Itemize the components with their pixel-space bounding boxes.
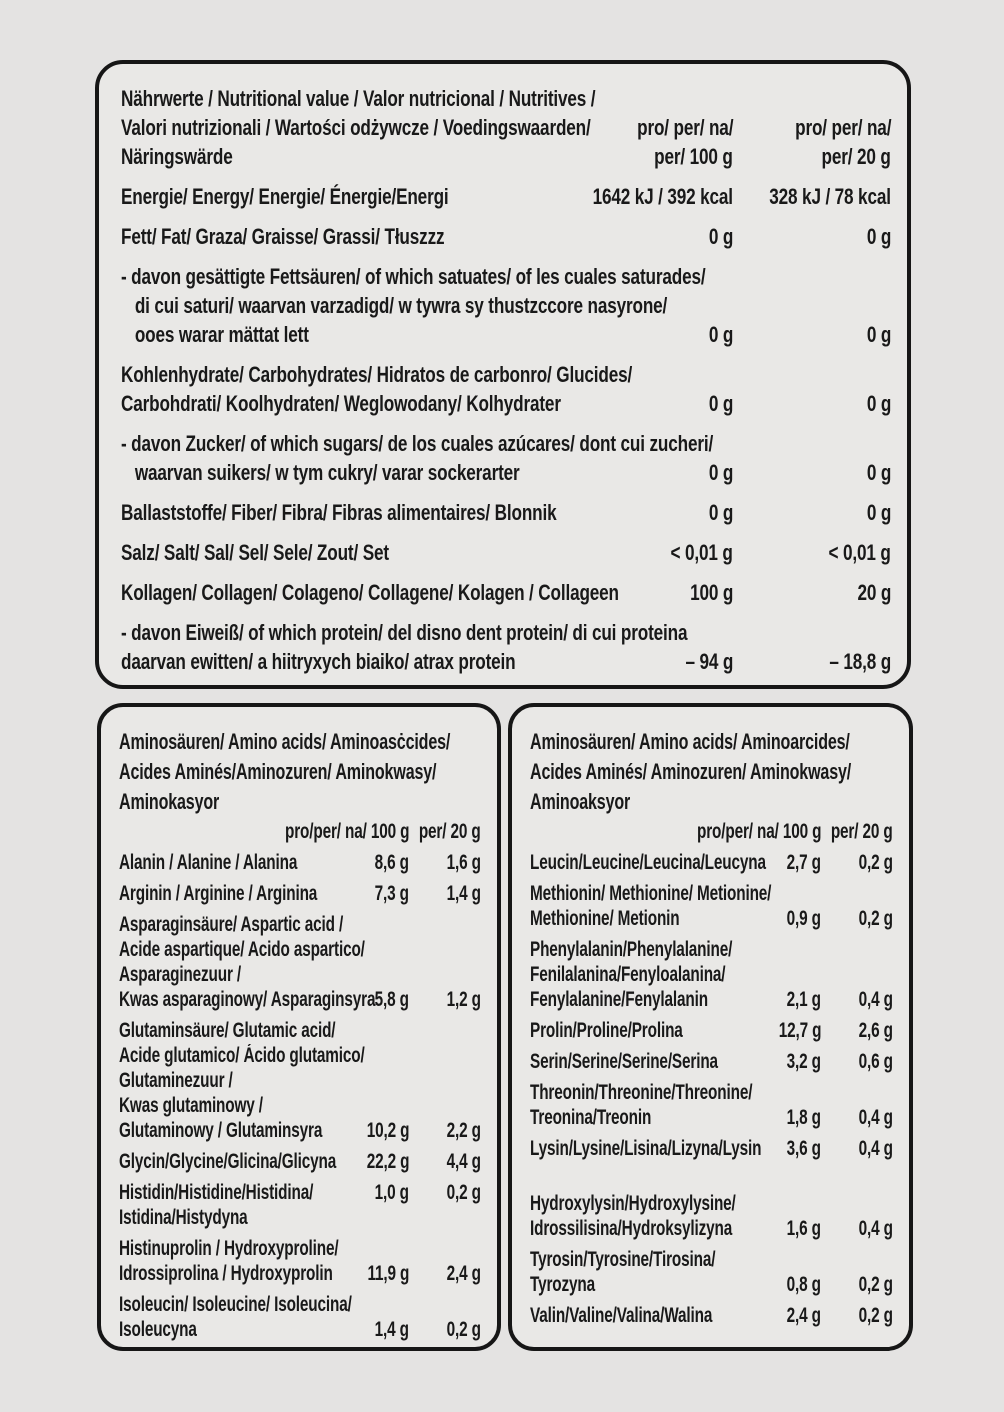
value-per-100g: 8,6 g <box>374 851 409 874</box>
value-per-20g: 4,4 g <box>446 1150 481 1173</box>
row-label-line: Methionin/ Methionine/ Metionine/ <box>530 882 772 905</box>
value-per-20g: 2,6 g <box>858 1019 893 1042</box>
row-label-line: Fett/ Fat/ Graza/ Graisse/ Grassi/ Tłuszzz <box>121 224 445 249</box>
value-per-100g: 3,2 g <box>786 1050 821 1073</box>
value-per-20g: 0,2 g <box>446 1181 481 1204</box>
value-per-100g: 0 g <box>708 460 733 485</box>
value-per-100g: 10,2 g <box>366 1119 409 1142</box>
amino-right-per-100g-header: pro/per/ na/ 100 g <box>696 820 821 843</box>
row-label-line: Salz/ Salt/ Sal/ Sel/ Sele/ Zout/ Set <box>121 540 389 565</box>
row-label-line: Fenylalanine/Fenylalanin <box>530 988 708 1011</box>
nutrition-title-line-2: Valori nutrizionali / Wartości odżywcze / Voedingswaarden/ <box>121 115 591 140</box>
amino-left-title <box>119 727 481 817</box>
amino-left-rows <box>119 850 481 1342</box>
value-per-20g: 0,4 g <box>858 1106 893 1129</box>
row-label-line: Glutaminsäure/ Glutamic acid/ <box>119 1019 336 1042</box>
value-per-20g: 1,6 g <box>446 851 481 874</box>
row-label-line: Kollagen/ Collagen/ Colageno/ Collagene/ Kolagen / Collageen <box>121 580 619 605</box>
row-label-line: Kwas asparaginowy/ Asparaginsyra <box>119 988 376 1011</box>
value-per-100g: 0,8 g <box>786 1273 821 1296</box>
value-per-100g: 22,2 g <box>366 1150 409 1173</box>
table-row <box>119 881 481 906</box>
table-row <box>530 881 893 931</box>
value-per-20g: < 0,01 g <box>828 540 891 565</box>
amino-left-title-line-1: Aminosäuren/ Amino acids/ Aminoasċcides/ <box>119 729 451 754</box>
value-per-20g: 0,4 g <box>858 988 893 1011</box>
amino-left-per-100g-header: pro/per/ na/ 100 g <box>284 820 409 843</box>
table-row <box>530 1136 893 1161</box>
amino-left-title-line-3: Aminokasyor <box>119 789 220 814</box>
row-label-line: ooes warar mättat lett <box>121 322 309 347</box>
value-per-100g: 2,1 g <box>786 988 821 1011</box>
amino-acids-card-left <box>97 703 501 1351</box>
value-per-20g: 0,2 g <box>858 907 893 930</box>
row-label-line: Treonina/Treonin <box>530 1106 652 1129</box>
nutrition-title-line-3: Näringswärde <box>121 144 233 169</box>
row-label-line: Istidina/Histydyna <box>119 1206 248 1229</box>
value-per-20g: 0 g <box>866 224 891 249</box>
row-label-line: di cui saturi/ waarvan varzadigd/ w tywra sy thustzccore nasyrone/ <box>121 293 668 318</box>
table-row <box>121 222 891 251</box>
table-row <box>121 618 891 676</box>
per-100g-column-header-line-1: pro/ per/ na/ <box>636 115 733 140</box>
row-label-line: Asparaginsäure/ Aspartic acid / <box>119 913 344 936</box>
table-row <box>530 850 893 875</box>
value-per-20g: 2,4 g <box>446 1262 481 1285</box>
value-per-100g: < 0,01 g <box>670 540 733 565</box>
table-row <box>119 1149 481 1174</box>
amino-right-title-line-3: Aminoaksyor <box>530 789 631 814</box>
value-per-100g: 11,9 g <box>367 1262 409 1285</box>
value-per-100g: 1,4 g <box>374 1318 409 1341</box>
per-20g-column-header-line-1: pro/ per/ na/ <box>794 115 891 140</box>
table-row <box>530 1049 893 1074</box>
row-label-line: Fenilalanina/Fenyloalanina/ <box>530 963 726 986</box>
row-label-line: Idrossiprolina / Hydroxyprolin <box>119 1262 333 1285</box>
row-label-line: Isoleucin/ Isoleucine/ Isoleucina/ <box>119 1293 352 1316</box>
amino-acids-card-right <box>508 703 913 1351</box>
nutrition-facts-card <box>95 60 911 689</box>
table-row <box>119 1292 481 1342</box>
row-label-line: Leucin/Leucine/Leucina/Leucyna <box>530 851 766 874</box>
row-label-line: - davon Zucker/ of which sugars/ de los cuales azúcares/ dont cui zucheri/ <box>121 431 714 456</box>
value-per-20g: 0,2 g <box>446 1318 481 1341</box>
table-row <box>119 1018 481 1143</box>
table-row <box>119 1236 481 1286</box>
row-label-line: Tyrosin/Tyrosine/Tirosina/ <box>530 1248 716 1271</box>
row-label-line: Lysin/Lysine/Lisina/Lizyna/Lysin <box>530 1137 762 1160</box>
value-per-20g: 0 g <box>866 460 891 485</box>
row-label-line: Methionine/ Metionin <box>530 907 680 930</box>
nutrition-title-line-1: Nährwerte / Nutritional value / Valor nutricional / Nutritives / <box>121 86 596 111</box>
value-per-20g: 1,4 g <box>446 882 481 905</box>
table-row <box>530 1080 893 1130</box>
amino-left-title-line-2: Acides Aminés/Aminozuren/ Aminokwasy/ <box>119 759 437 784</box>
row-label-line: Hydroxylysin/Hydroxylysine/ <box>530 1192 736 1215</box>
value-per-100g: 0 g <box>708 500 733 525</box>
amino-right-title-line-2: Acides Aminés/ Aminozuren/ Aminokwasy/ <box>530 759 852 784</box>
row-label-line: Acide glutamico/ Ácido glutamico/ <box>119 1044 365 1067</box>
table-row <box>530 1191 893 1241</box>
value-per-100g: 1,6 g <box>786 1217 821 1240</box>
row-label-line: waarvan suikers/ w tym cukry/ varar sockerarter <box>121 460 520 485</box>
value-per-20g: 0 g <box>866 500 891 525</box>
row-label-line: Acide aspartique/ Acido aspartico/ <box>119 938 365 961</box>
table-row <box>530 1018 893 1043</box>
value-per-100g: 0,9 g <box>786 907 821 930</box>
per-20g-column-header-line-2: per/ 20 g <box>821 144 891 169</box>
amino-right-per-20g-header: per/ 20 g <box>831 820 893 843</box>
amino-left-per-20g-header: per/ 20 g <box>419 820 481 843</box>
value-per-100g: 3,6 g <box>786 1137 821 1160</box>
value-per-20g: 20 g <box>857 580 891 605</box>
table-row <box>121 360 891 418</box>
row-label-line: Prolin/Proline/Prolina <box>530 1019 683 1042</box>
table-row <box>119 850 481 875</box>
value-per-20g: 0,4 g <box>858 1137 893 1160</box>
row-label-line: Asparaginezuur / <box>119 963 242 986</box>
nutrition-table-header <box>121 84 891 171</box>
value-per-100g: 2,7 g <box>786 851 821 874</box>
table-row <box>121 429 891 487</box>
value-per-20g: 1,2 g <box>446 988 481 1011</box>
row-label-line: Histinuprolin / Hydroxyproline/ <box>119 1237 339 1260</box>
row-label-line: Arginin / Arginine / Arginina <box>119 882 318 905</box>
row-label-line: Kohlenhydrate/ Carbohydrates/ Hidratos de carbonro/ Glucides/ <box>121 362 633 387</box>
value-per-100g: 0 g <box>708 391 733 416</box>
table-row <box>121 182 891 211</box>
value-per-100g: 0 g <box>708 224 733 249</box>
value-per-20g: – 18,8 g <box>829 649 891 674</box>
row-label-line: Ballaststoffe/ Fiber/ Fibra/ Fibras alimentaires/ Blonnik <box>121 500 557 525</box>
table-row <box>530 1303 893 1328</box>
per-100g-column-header-line-2: per/ 100 g <box>654 144 733 169</box>
row-label-line: Tyrozyna <box>530 1273 596 1296</box>
value-per-20g: 0,4 g <box>858 1217 893 1240</box>
row-label-line: Kwas glutaminowy / <box>119 1094 263 1117</box>
value-per-20g: 0,2 g <box>858 1304 893 1327</box>
amino-right-column-header <box>530 819 893 844</box>
value-per-100g: 12,7 g <box>778 1019 821 1042</box>
row-label-line: Isoleucyna <box>119 1318 197 1341</box>
row-label-line: Glycin/Glycine/Glicina/Glicyna <box>119 1150 337 1173</box>
value-per-100g: – 94 g <box>685 649 733 674</box>
row-label-line: Phenylalanin/Phenylalanine/ <box>530 938 733 961</box>
value-per-20g: 2,2 g <box>446 1119 481 1142</box>
table-row <box>530 937 893 1012</box>
amino-right-title-line-1: Aminosäuren/ Amino acids/ Aminoarcides/ <box>530 729 850 754</box>
value-per-20g: 0 g <box>866 322 891 347</box>
table-row <box>121 578 891 607</box>
value-per-20g: 328 kJ / 78 kcal <box>769 184 891 209</box>
table-row <box>121 262 891 349</box>
row-label-line: Histidin/Histidine/Histidina/ <box>119 1181 314 1204</box>
amino-right-rows <box>530 850 893 1328</box>
row-label-line: - davon Eiweiß/ of which protein/ del disno dent protein/ di cui proteina <box>121 620 688 645</box>
row-label-line: Threonin/Threonine/Threonine/ <box>530 1081 753 1104</box>
value-per-100g: 1,8 g <box>786 1106 821 1129</box>
row-label-line: daarvan ewitten/ a hiitryxych biaiko/ atrax protein <box>121 649 516 674</box>
value-per-100g: 0 g <box>708 322 733 347</box>
row-label-line: Valin/Valine/Valina/Walina <box>530 1304 713 1327</box>
nutrition-rows <box>121 182 891 676</box>
table-row <box>121 538 891 567</box>
row-label-line: Carbohdrati/ Koolhydraten/ Weglowodany/ Kolhydrater <box>121 391 561 416</box>
row-label-line: Idrossilisina/Hydroksylizyna <box>530 1217 733 1240</box>
value-per-20g: 0 g <box>866 391 891 416</box>
row-label-line: Alanin / Alanine / Alanina <box>119 851 298 874</box>
amino-right-title <box>530 727 893 817</box>
value-per-100g: 2,4 g <box>786 1304 821 1327</box>
row-label-line: - davon gesättigte Fettsäuren/ of which satuates/ of les cuales saturades/ <box>121 264 706 289</box>
value-per-100g: 100 g <box>689 580 733 605</box>
value-per-100g: 5,8 g <box>374 988 409 1011</box>
amino-left-column-header <box>119 819 481 844</box>
value-per-20g: 0,2 g <box>858 1273 893 1296</box>
row-label-line: Glutaminezuur / <box>119 1069 233 1092</box>
table-row <box>119 1180 481 1230</box>
value-per-100g: 1642 kJ / 392 kcal <box>592 184 733 209</box>
value-per-20g: 0,6 g <box>858 1050 893 1073</box>
table-row <box>121 498 891 527</box>
table-row <box>530 1247 893 1297</box>
table-row <box>119 912 481 1012</box>
row-label-line: Glutaminowy / Glutaminsyra <box>119 1119 323 1142</box>
row-label-line: Energie/ Energy/ Energie/ Énergie/Energi <box>121 184 449 209</box>
value-per-20g: 0,2 g <box>858 851 893 874</box>
value-per-100g: 7,3 g <box>374 882 409 905</box>
row-label-line: Serin/Serine/Serine/Serina <box>530 1050 718 1073</box>
value-per-100g: 1,0 g <box>374 1181 409 1204</box>
